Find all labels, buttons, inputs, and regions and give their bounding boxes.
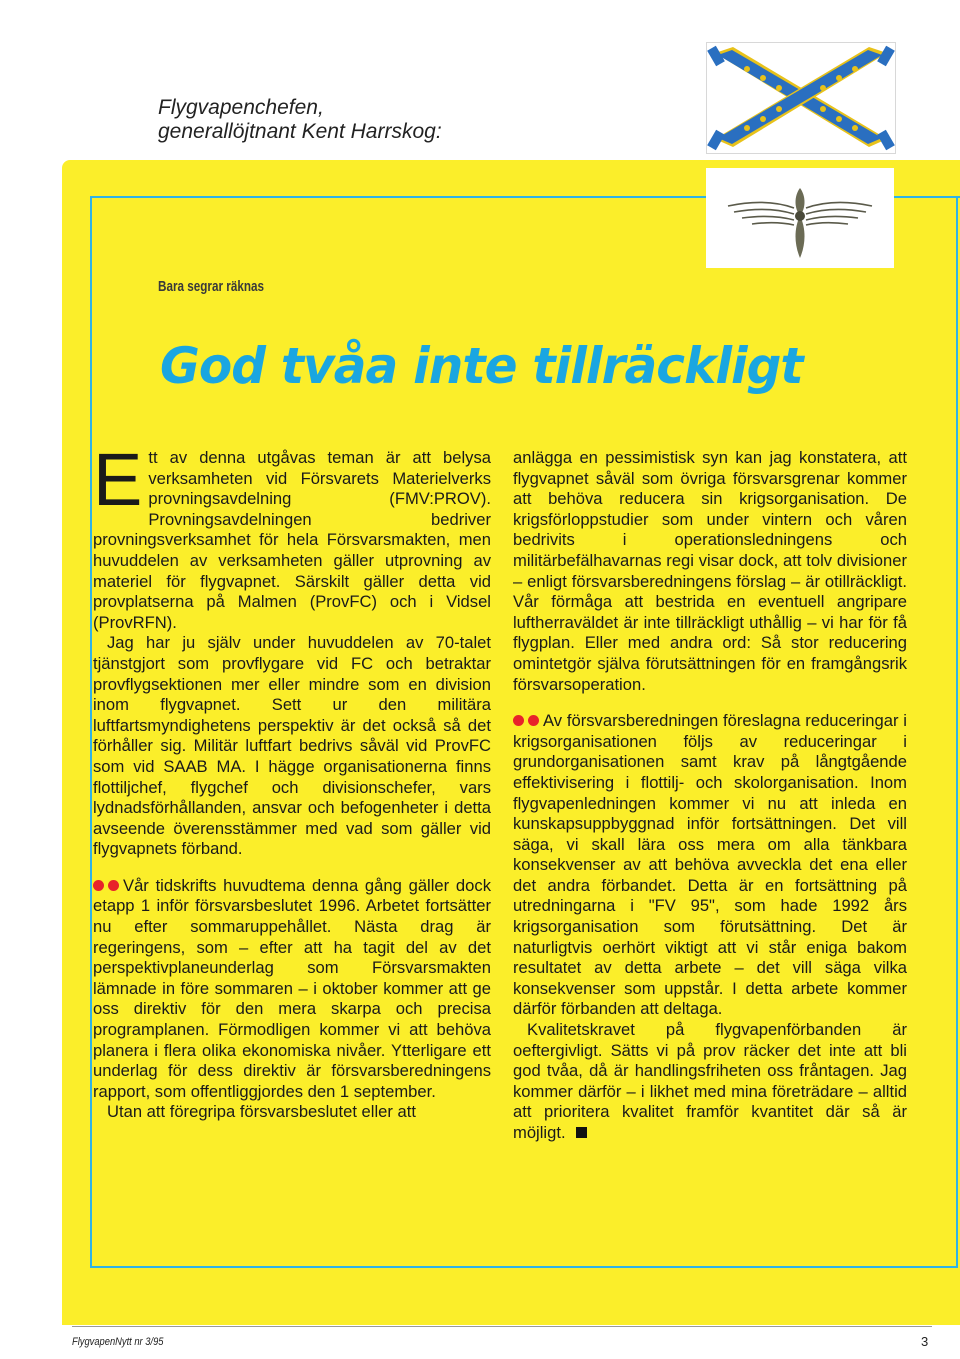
paragraph-section [513,711,907,1020]
paragraph-text: Kvalitetskravet på flygvapenförbanden är oeftergivligt. Sätts vi på prov räcker det inte att bli god tvåa, då är handlingsfriheten oss fråntagen. Jag kommer därför – i likhet med mina företrädare – alltid att prioritera kvalitet framför kvantitet där så är möjligt. [513,1020,907,1142]
footer-publication: FlygvapenNytt nr 3/95 [72,1336,164,1348]
frame-line-right [956,196,958,1266]
author-byline [158,96,518,144]
byline-title: Flygvapenchefen, [158,96,324,119]
red-bullet-icon [528,715,539,726]
frame-line-left [90,196,92,1266]
red-bullet-icon [513,715,524,726]
red-bullet-icon [108,880,119,891]
paragraph-intro [93,438,491,633]
frame-line-bottom [90,1266,958,1268]
paragraph-text: tt av denna utgåvas teman är att belysa verksamheten vid Försvarets Materielverks provningsavdelning (FMV:PROV). Provningsavdelningen bedriver provningsverksamhet för hela Försvarsmakten, men huvuddelen av verksamheten gäller utprovning av materiel för flygvapnet. Särskilt gäller detta vid provplatserna på Malmen (ProvFC) och i Vidsel (ProvRFN). [93,448,491,632]
air-force-wings-propeller-emblem-icon [706,168,894,268]
headline: God tvåa inte tillräckligt [160,337,803,395]
paragraph-text: Vår tidskrifts huvudtema denna gång gäller dock etapp 1 inför försvarsbeslutet 1996. Arbetet fortsätter nu efter sommaruppehållet. Nästa drag är regeringens, som – efter att ha tagit del av det perspektivplaneunderlag som Försvarsmakten lämnade in före sommaren – i oktober kommer att ge oss direktiv för den mera skarpa och precisa programplanen. Förmodligen kommer vi att behöva planera i flera olika ekonomiska nivåer. Ytterligare ett underlag för dess direktiv är försvarsberedningens rapport, som offentliggjordes den 1 september. [93,875,491,1101]
paragraph: anlägga en pessimistisk syn kan jag konstatera, att flygvapnet såväl som övriga försvarsgrenar kommer att behöva reducera sin krigsorganisation. De krigsförloppstudier som under vintern och våren bedrivits i operationsledningens och militärbefälhavarnas regi visar dock, att tolv divisioner – enligt försvarsberedningens förslag – är otillräckligt. Vår förmåga att bestrida en eventuell angripare luftherraväldet är inte tillräckligt uthållig – vi har för få flygplan. Eller med andra ord: Så stor reducering omintetgör själva förutsättningen för en framgångsrik försvarsoperation. [513,448,907,694]
paragraph-section [93,876,491,1103]
paragraph: Utan att föregripa försvarsbeslutet eller att [107,1102,416,1122]
paragraph-final [513,1020,907,1144]
byline-name: generallöjtnant Kent Harrskog: [158,120,442,143]
end-mark-icon [576,1127,587,1138]
swedish-air-force-flag-icon [706,42,896,154]
section-kicker: Bara segrar räknas [158,278,265,295]
page-number: 3 [921,1334,929,1349]
drop-cap: E [93,438,143,521]
red-bullet-icon [93,880,104,891]
paragraph: Jag har ju själv under huvuddelen av 70-talet tjänstgjort som provflygare vid FC och betraktar provflygsektionen mer eller mindre som en division inom flygvapnet. Sett ur den militära luftfartsmyndighetens perspektiv är det också så det förhåller sig. Militär luftfart bedrivs såväl vid ProvFC som vid SAAB MA. I hägge organisationerna finns flottiljchef, flygchef och divisionschefer, vars lydnadsförhållanden, ansvar och befogenheter i detta avseende överensstämmer med vad som gäller vid flygvapnets förband. [93,633,491,859]
paragraph-text: Av försvarsberedningen föreslagna reduceringar i krigsorganisationen följs av reduceringar i grundorganisationen samt krav på långtgående effektivisering i flottilj- och skolorganisation. Inom flygvapenledningen kommer vi nu att inleda en kunskapsuppbyggnad inför fortsättningen. Det vill säga, vi skall lära oss mera om alla tänkbara konsekvenser av att behöva avveckla det ena eller det andra förbandet. Detta är en fortsättning på utredningarna i "FV 95", som hade 1992 års krigsorganisation som förutsättning. Det är naturligtvis oerhört viktigt att vi står eniga bakom resultatet av detta arbete – det vill säga vilka konsekvenser som uppstår. I detta arbete kommer därför förbanden att deltaga. [513,711,907,1019]
footer-divider [72,1326,932,1327]
article-column-right [513,448,907,1144]
article-column-left [93,438,491,1123]
